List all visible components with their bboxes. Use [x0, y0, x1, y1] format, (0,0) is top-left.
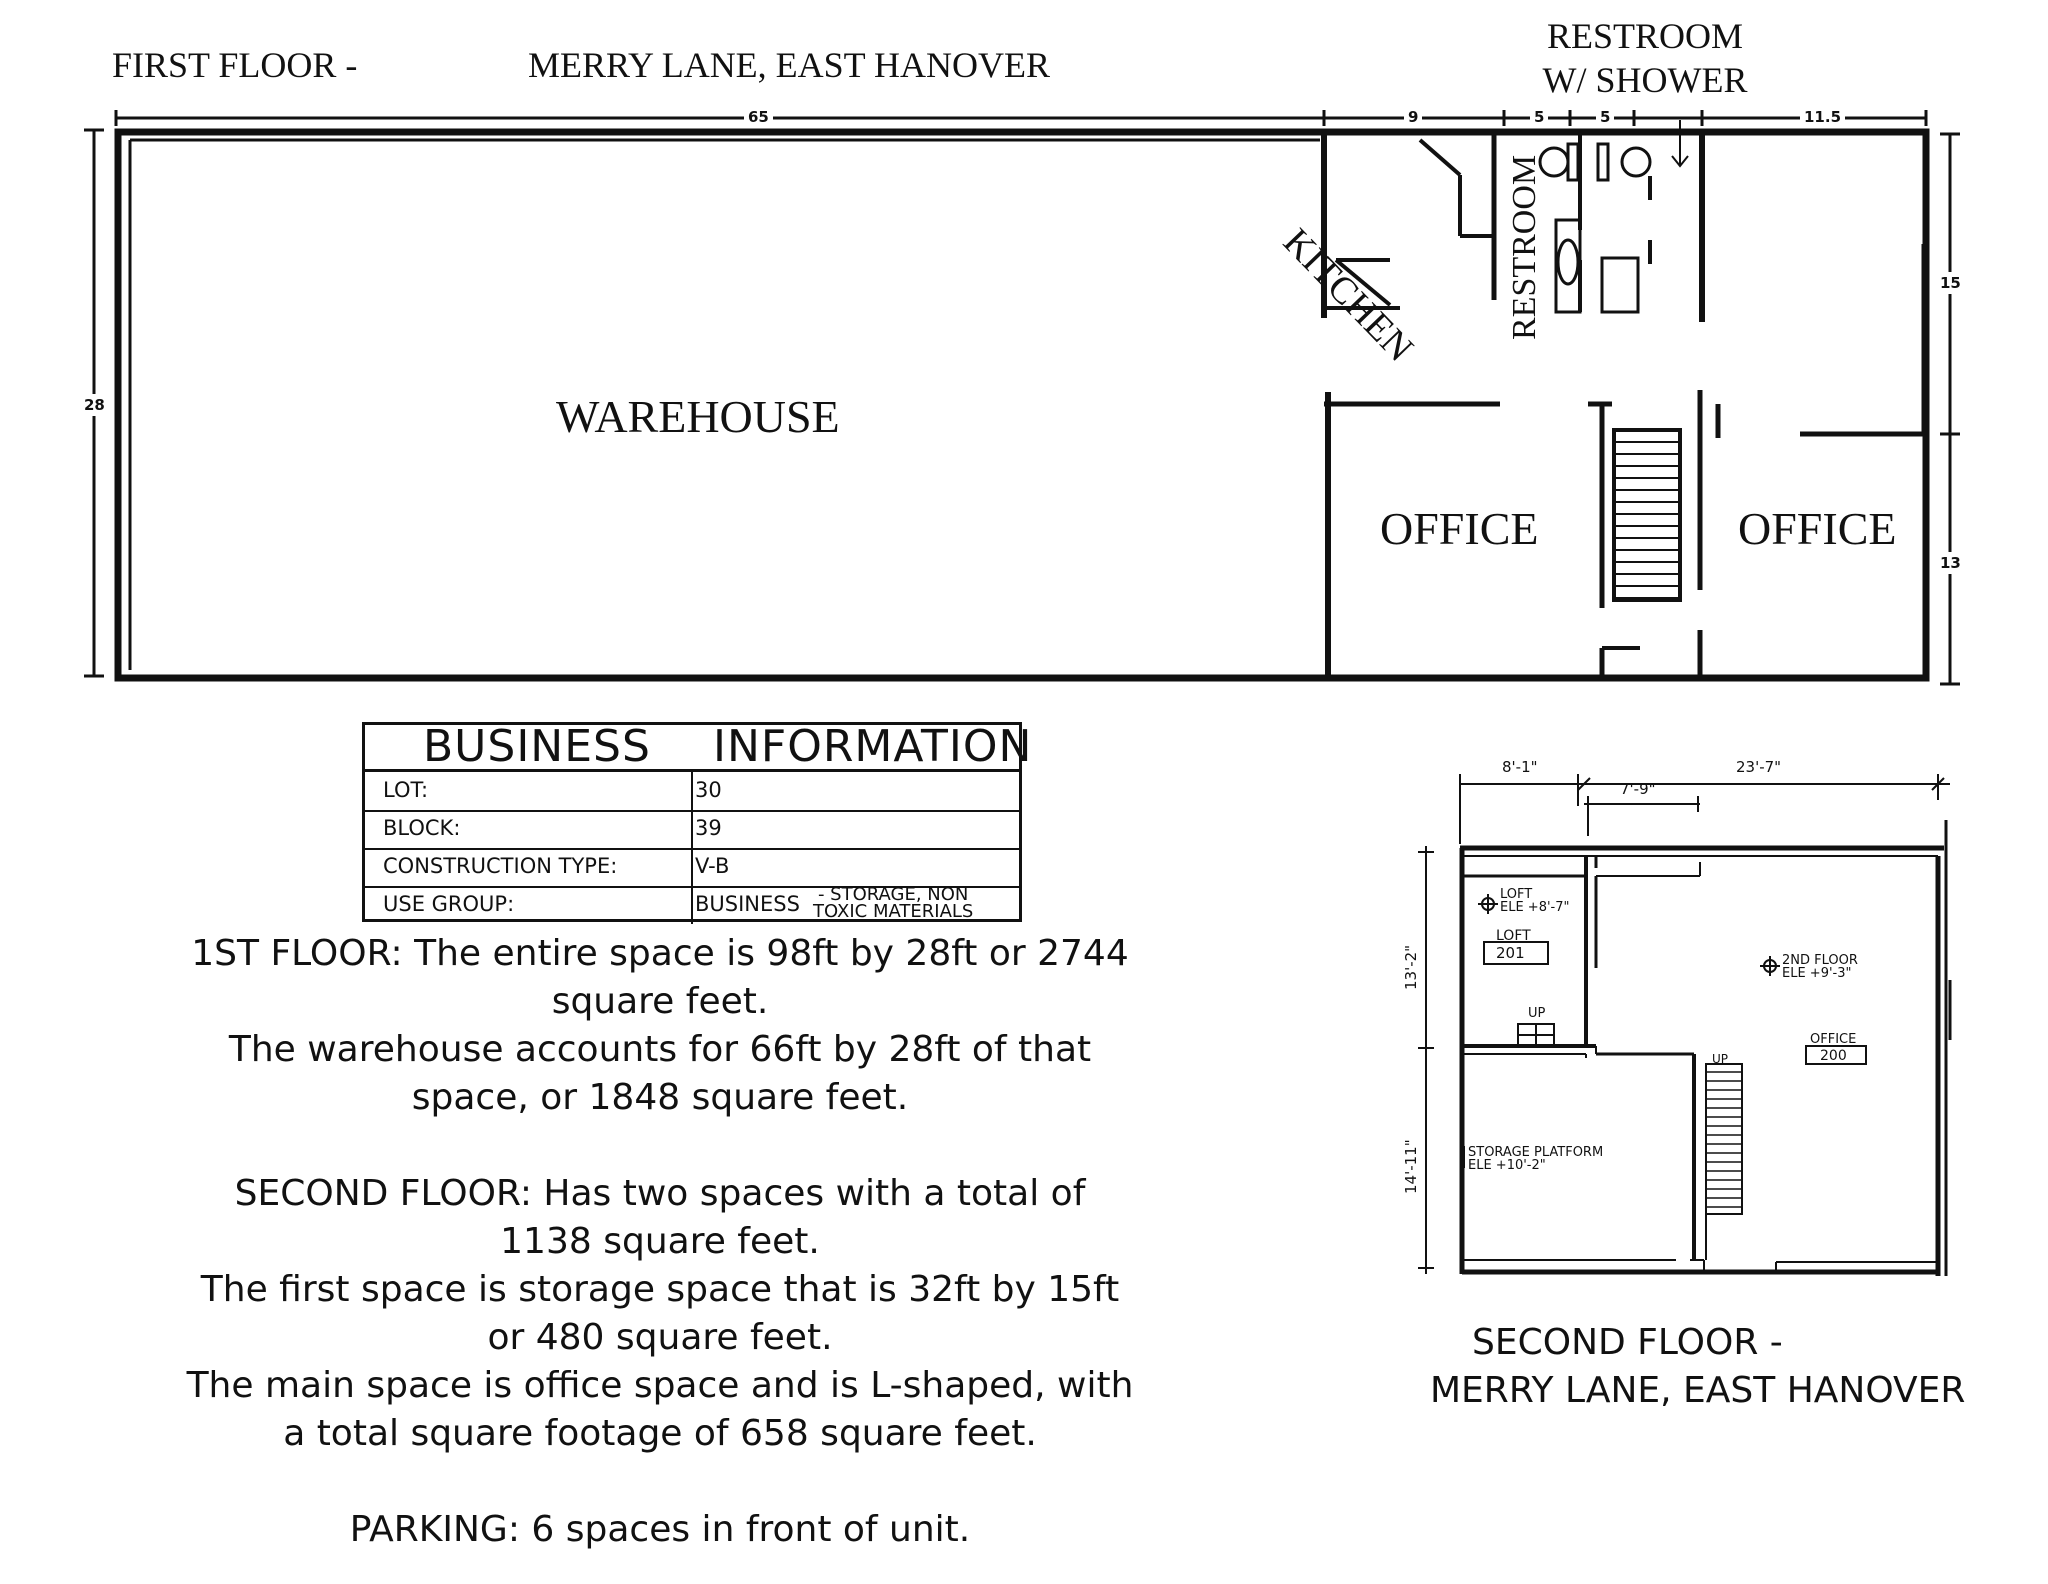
sf-loft-elev-line1: LOFT [1500, 887, 1533, 902]
sf-second-floor-elev-line1: 2ND FLOOR [1782, 953, 1858, 968]
sf-storage-platform [1468, 1146, 1603, 1172]
dim-top-office: 11.5 [1800, 108, 1845, 126]
first-floor-title: FIRST FLOOR - [112, 45, 358, 85]
room-warehouse: WAREHOUSE [556, 391, 840, 442]
dim-top-restroom-a: 5 [1530, 108, 1548, 126]
biz-label-construction: CONSTRUCTION TYPE: [383, 854, 618, 878]
sf-second-floor-elev [1782, 954, 1858, 980]
sf-dim-top-mid: 7'-9" [1620, 780, 1656, 798]
restroom-shower-line1: RESTROOM [1546, 16, 1744, 56]
sf-dim-top-right: 23'-7" [1736, 758, 1782, 776]
dim-right-upper: 15 [1940, 274, 1961, 292]
room-office-left: OFFICE [1380, 503, 1539, 554]
biz-value-use-group: BUSINESS [695, 892, 800, 916]
sf-storage-line1: STORAGE PLATFORM [1468, 1145, 1604, 1160]
room-restroom: RESTROOM [1506, 154, 1543, 340]
biz-row-use-group [365, 886, 1019, 924]
sf-loft-room-label: LOFT [1496, 928, 1531, 944]
sf-up-left: UP [1528, 1006, 1546, 1021]
second-floor-plan [1418, 774, 1950, 1276]
business-information-table [362, 721, 1033, 922]
restroom-shower-line2: W/ SHOWER [1542, 60, 1748, 100]
sf-loft-room-number: 201 [1496, 944, 1525, 962]
note-second-floor-6: a total square footage of 658 square feet. [283, 1413, 1037, 1454]
biz-row-lot [365, 772, 1019, 812]
business-title-word2: INFORMATION [713, 721, 1033, 772]
sf-dim-top-left: 8'-1" [1502, 758, 1538, 776]
biz-use-group-detail-line1: - STORAGE, NON [817, 884, 969, 905]
note-second-floor-3: The first space is storage space that is 32ft by 15ft [200, 1269, 1120, 1310]
dim-top-main: 65 [744, 108, 773, 126]
biz-label-lot: LOT: [383, 778, 429, 802]
sf-up-stair: UP [1712, 1052, 1729, 1066]
note-first-floor-2: square feet. [551, 981, 769, 1022]
biz-value-block: 39 [695, 816, 722, 840]
first-floor-plan [84, 110, 1960, 684]
biz-value-construction: V-B [695, 854, 730, 878]
note-first-floor-1: 1ST FLOOR: The entire space is 98ft by 28ft or 2744 [191, 933, 1129, 974]
biz-use-group-detail-line2: TOXIC MATERIALS [813, 901, 974, 922]
note-second-floor-5: The main space is office space and is L-shaped, with [186, 1365, 1134, 1406]
sf-loft-elev-line2: ELE +8'-7" [1500, 900, 1570, 915]
biz-row-construction [365, 848, 1019, 888]
biz-use-group-detail [813, 886, 973, 920]
dim-left: 28 [84, 396, 105, 414]
biz-label-use-group: USE GROUP: [383, 892, 515, 916]
note-parking: PARKING: 6 spaces in front of unit. [349, 1509, 971, 1550]
sf-second-floor-elev-line2: ELE +9'-3" [1782, 966, 1852, 981]
sf-loft-elev [1500, 888, 1569, 914]
biz-row-block [365, 810, 1019, 850]
room-office-right: OFFICE [1738, 503, 1897, 554]
sf-dim-left-lower: 14'-11" [1402, 1139, 1420, 1194]
second-floor-title: SECOND FLOOR - [1472, 1322, 1783, 1363]
dim-right-lower: 13 [1940, 554, 1961, 572]
room-kitchen: KITCHEN [1275, 220, 1422, 370]
biz-value-lot: 30 [695, 778, 722, 802]
note-first-floor-3: The warehouse accounts for 66ft by 28ft of that [228, 1029, 1092, 1070]
business-information-title [365, 721, 1033, 772]
business-title-word1: BUSINESS [423, 721, 651, 772]
sf-dim-left-upper: 13'-2" [1402, 944, 1420, 990]
note-second-floor-2: 1138 square feet. [500, 1221, 820, 1262]
second-floor-address: MERRY LANE, EAST HANOVER [1430, 1370, 1966, 1411]
dim-top-kitchen: 9 [1404, 108, 1422, 126]
note-second-floor-4: or 480 square feet. [487, 1317, 833, 1358]
floor-notes [180, 930, 1140, 1554]
sf-office-label: OFFICE [1810, 1032, 1857, 1047]
sf-office-number: 200 [1820, 1048, 1847, 1064]
note-second-floor-1: SECOND FLOOR: Has two spaces with a total of [234, 1173, 1086, 1214]
biz-label-block: BLOCK: [383, 816, 461, 840]
note-first-floor-4: space, or 1848 square feet. [411, 1077, 909, 1118]
first-floor-address: MERRY LANE, EAST HANOVER [528, 45, 1051, 85]
sf-storage-line2: ELE +10'-2" [1468, 1158, 1546, 1173]
restroom-shower-label [1520, 14, 1770, 102]
dim-top-restroom-b: 5 [1596, 108, 1614, 126]
